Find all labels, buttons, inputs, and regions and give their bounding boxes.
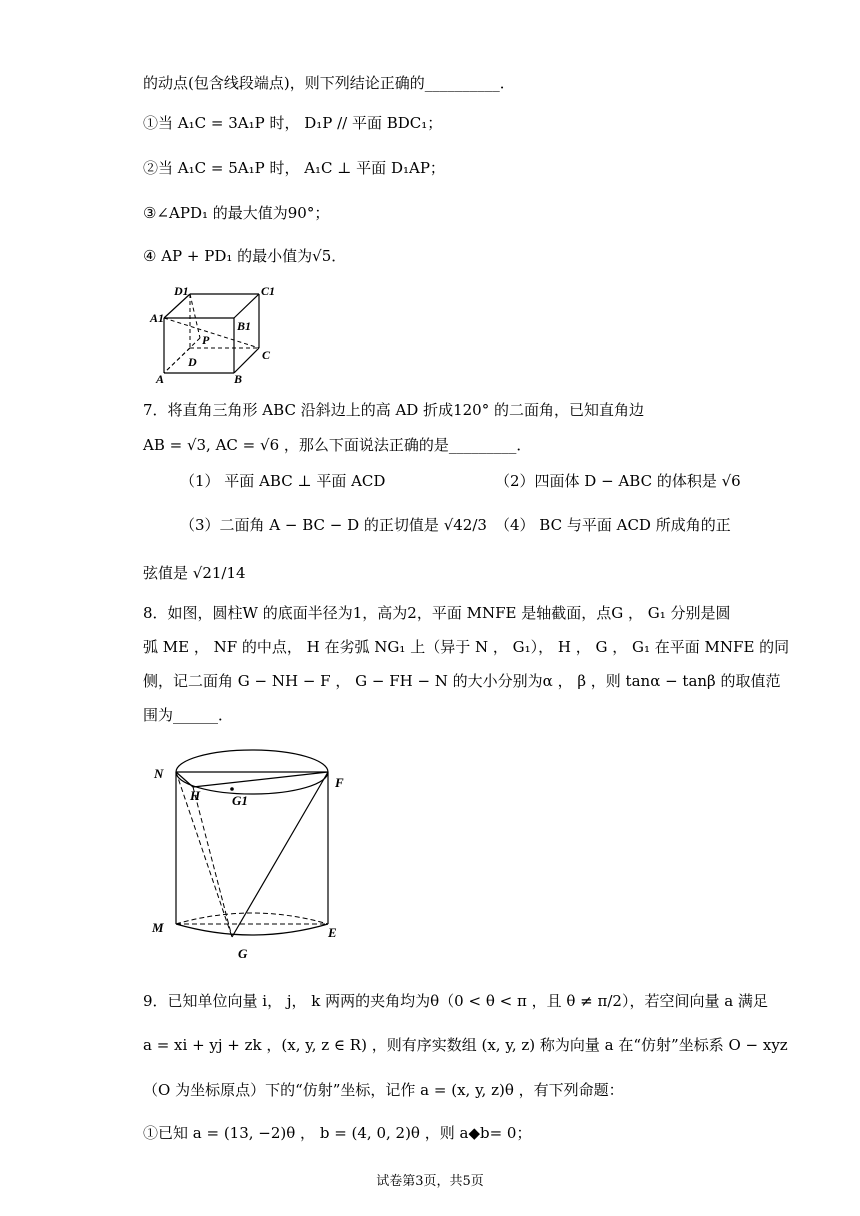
- option-3: ③∠APD₁ 的最大值为90°；: [143, 204, 330, 222]
- cyl-label: E: [328, 925, 337, 940]
- cyl-label: G: [238, 946, 248, 961]
- question-9-line3: （O 为坐标原点）下的“仿射”坐标，记作 a = (x, y, z)θ ，有下列命题：: [143, 1081, 624, 1099]
- question-7-option-3: （3）二面角 A − BC − D 的正切值是 √42/3: [180, 516, 487, 534]
- cube-label: D: [188, 355, 197, 369]
- cylinder-figure: [148, 740, 358, 970]
- question-7-line1: 7．将直角三角形 ABC 沿斜边上的高 AD 折成120° 的二面角，已知直角边: [143, 401, 644, 419]
- question-9-line1: 9．已知单位向量 i， j， k 两两的夹角均为θ（0 < θ < π ，且 θ ≠ π/2），若空间向量 a 满足: [143, 992, 768, 1010]
- question-8-line2: 弧 ME ， NF 的中点， H 在劣弧 NG₁ 上（异于 N ， G₁）， H ， G ， G₁ 在平面 MNFE 的同: [143, 638, 790, 656]
- question-8-line4: 围为______．: [143, 706, 234, 724]
- cyl-label: F: [335, 775, 344, 790]
- question-8-line1: 8．如图，圆柱W 的底面半径为1，高为2，平面 MNFE 是轴截面，点G ， G₁ 分别是圆: [143, 604, 731, 622]
- page-footer: 试卷第3页，共5页: [376, 1174, 484, 1189]
- question-8-line3: 侧，记二面角 G − NH − F ， G − FH − N 的大小分别为α ， β ，则 tanα − tanβ 的取值范: [143, 672, 781, 690]
- question-9-line2: a = xi + yj + zk ，(x, y, z ∈ R) ，则有序实数组 (x, y, z) 称为向量 a 在“仿射”坐标系 O − xyz: [143, 1036, 788, 1054]
- cyl-label: H: [190, 788, 201, 803]
- question-7-option-4: （4） BC 与平面 ACD 所成角的正: [495, 516, 731, 534]
- cube-label: B1: [237, 319, 252, 333]
- option-1: ①当 A₁C = 3A₁P 时， D₁P // 平面 BDC₁；: [143, 114, 443, 132]
- cyl-label: G1: [232, 793, 248, 808]
- cyl-label: N: [154, 766, 164, 781]
- cube-figure: [148, 282, 278, 386]
- cube-label: A: [156, 372, 165, 386]
- cube-label: B: [234, 372, 243, 386]
- option-2: ②当 A₁C = 5A₁P 时， A₁C ⊥ 平面 D₁AP；: [143, 159, 445, 177]
- cube-label: D1: [174, 284, 189, 298]
- question-7-option-4-cont: 弦值是 √21/14: [143, 564, 246, 582]
- question-7-option-2: （2）四面体 D − ABC 的体积是 √6: [495, 472, 741, 490]
- question-7-line2: AB = √3, AC = √6 ，那么下面说法正确的是_________．: [143, 436, 532, 454]
- question-9-line4: ①已知 a = (13, −2)θ ， b = (4, 0, 2)θ ，则 a◆b= 0；: [143, 1124, 532, 1142]
- cube-label: C: [262, 348, 271, 362]
- cube-label: P: [202, 333, 210, 347]
- cyl-label: M: [152, 920, 164, 935]
- text-line: 的动点(包含线段端点)，则下列结论正确的__________．: [143, 74, 515, 92]
- option-4: ④ AP + PD₁ 的最小值为√5．: [143, 247, 347, 265]
- cube-label: A1: [150, 311, 165, 325]
- cube-label: C1: [261, 284, 276, 298]
- question-7-option-1: （1） 平面 ABC ⊥ 平面 ACD: [180, 472, 386, 490]
